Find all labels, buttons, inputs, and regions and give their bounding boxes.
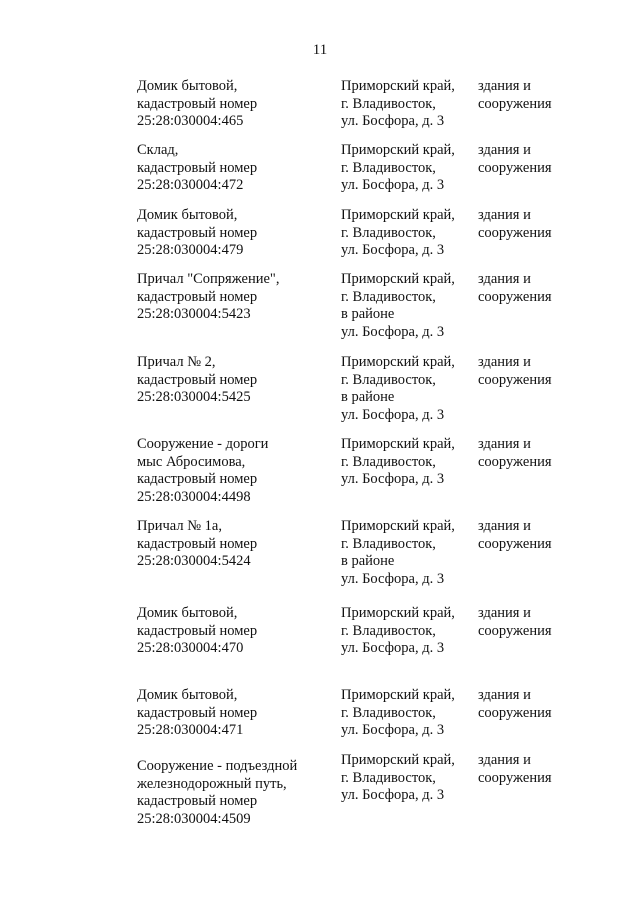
text-line: ул. Босфора, д. 3	[341, 406, 445, 423]
property-name	[137, 142, 257, 195]
property-name	[137, 207, 257, 260]
text-line: сооружения	[478, 622, 552, 639]
text-line: здания и	[478, 78, 531, 94]
text-line: Склад,	[137, 142, 179, 158]
text-line: г. Владивосток,	[341, 288, 436, 305]
text-line: 25:28:030004:470	[137, 640, 244, 656]
text-line: 25:28:030004:472	[137, 177, 244, 193]
text-line: в районе	[341, 553, 395, 569]
text-line: г. Владивосток,	[341, 535, 436, 552]
property-address	[341, 142, 455, 195]
text-line: 25:28:030004:5423	[137, 306, 251, 322]
text-line: мыс Абросимова,	[137, 453, 246, 470]
property-address	[341, 687, 455, 740]
text-line: Причал № 2,	[137, 354, 216, 370]
property-name	[137, 271, 279, 324]
text-line: Приморский край,	[341, 687, 455, 703]
text-line: Домик бытовой,	[137, 78, 238, 94]
text-line: сооружения	[478, 453, 552, 470]
text-line: Приморский край,	[341, 142, 455, 158]
property-address	[341, 752, 455, 805]
property-category	[478, 207, 552, 242]
property-name	[137, 354, 257, 407]
text-line: ул. Босфора, д. 3	[341, 787, 445, 803]
text-line: кадастровый номер	[137, 471, 258, 487]
text-line: сооружения	[478, 224, 552, 241]
text-line: 25:28:030004:465	[137, 113, 244, 129]
text-line: здания и	[478, 207, 531, 223]
text-line: 25:28:030004:4509	[137, 810, 251, 827]
text-line: здания и	[478, 271, 531, 287]
property-category	[478, 271, 552, 306]
property-address	[341, 518, 455, 588]
text-line: Домик бытовой,	[137, 207, 238, 223]
property-name	[137, 687, 257, 740]
property-name	[137, 518, 257, 571]
property-address	[341, 78, 455, 131]
text-line: Причал № 1а,	[137, 518, 222, 534]
property-category	[478, 605, 552, 640]
property-entry	[0, 518, 640, 598]
text-line: Приморский край,	[341, 271, 455, 287]
property-address	[341, 354, 455, 424]
property-address	[341, 207, 455, 260]
text-line: Приморский край,	[341, 605, 455, 621]
text-line: сооружения	[478, 769, 552, 786]
text-line: сооружения	[478, 288, 552, 305]
property-name	[137, 605, 257, 658]
property-entry	[0, 752, 640, 832]
text-line: здания и	[478, 687, 531, 703]
text-line: кадастровый номер	[137, 159, 258, 176]
text-line: Приморский край,	[341, 354, 455, 370]
property-category	[478, 142, 552, 177]
text-line: кадастровый номер	[137, 95, 258, 112]
text-line: здания и	[478, 518, 531, 534]
property-address	[341, 605, 455, 658]
text-line: ул. Босфора, д. 3	[341, 471, 445, 487]
property-category	[478, 78, 552, 113]
property-name	[137, 758, 297, 828]
text-line: здания и	[478, 354, 531, 370]
text-line: сооружения	[478, 704, 552, 721]
property-address	[341, 271, 455, 341]
text-line: г. Владивосток,	[341, 371, 436, 388]
text-line: кадастровый номер	[137, 288, 258, 305]
text-line: г. Владивосток,	[341, 622, 436, 639]
text-line: здания и	[478, 752, 531, 768]
property-name	[137, 436, 268, 506]
text-line: ул. Босфора, д. 3	[341, 323, 445, 340]
text-line: Сооружение - подъездной	[137, 758, 298, 774]
text-line: г. Владивосток,	[341, 95, 436, 112]
text-line: здания и	[478, 436, 531, 452]
text-line: г. Владивосток,	[341, 704, 436, 721]
property-entry	[0, 605, 640, 685]
text-line: кадастровый номер	[137, 371, 258, 388]
text-line: железнодорожный путь,	[137, 775, 287, 792]
property-entry	[0, 436, 640, 516]
text-line: ул. Босфора, д. 3	[341, 242, 445, 258]
text-line: здания и	[478, 142, 531, 158]
text-line: в районе	[341, 306, 395, 322]
text-line: кадастровый номер	[137, 535, 258, 552]
text-line: ул. Босфора, д. 3	[341, 113, 445, 129]
property-entry	[0, 271, 640, 351]
property-address	[341, 436, 455, 489]
text-line: сооружения	[478, 95, 552, 112]
text-line: Домик бытовой,	[137, 605, 238, 621]
text-line: сооружения	[478, 159, 552, 176]
text-line: кадастровый номер	[137, 622, 258, 639]
text-line: Причал "Сопряжение",	[137, 271, 280, 287]
text-line: Сооружение - дороги	[137, 436, 269, 452]
text-line: ул. Босфора, д. 3	[341, 177, 445, 193]
text-line: 25:28:030004:5425	[137, 389, 251, 405]
property-entry	[0, 354, 640, 434]
text-line: Приморский край,	[341, 78, 455, 94]
text-line: Приморский край,	[341, 752, 455, 768]
text-line: 25:28:030004:4498	[137, 488, 251, 505]
text-line: ул. Босфора, д. 3	[341, 570, 445, 587]
text-line: сооружения	[478, 371, 552, 388]
text-line: Приморский край,	[341, 518, 455, 534]
text-line: кадастровый номер	[137, 704, 258, 721]
property-category	[478, 752, 552, 787]
text-line: Приморский край,	[341, 207, 455, 223]
property-name	[137, 78, 257, 131]
text-line: 25:28:030004:471	[137, 722, 244, 738]
property-category	[478, 687, 552, 722]
text-line: г. Владивосток,	[341, 224, 436, 241]
text-line: кадастровый номер	[137, 793, 258, 809]
text-line: Приморский край,	[341, 436, 455, 452]
text-line: в районе	[341, 389, 395, 405]
text-line: 25:28:030004:5424	[137, 553, 251, 569]
page-number: 11	[312, 42, 328, 58]
text-line: г. Владивосток,	[341, 159, 436, 176]
text-line: 25:28:030004:479	[137, 242, 244, 258]
text-line: кадастровый номер	[137, 224, 258, 241]
text-line: ул. Босфора, д. 3	[341, 640, 445, 656]
text-line: Домик бытовой,	[137, 687, 238, 703]
property-category	[478, 436, 552, 471]
property-category	[478, 518, 552, 553]
text-line: здания и	[478, 605, 531, 621]
text-line: ул. Босфора, д. 3	[341, 722, 445, 738]
text-line: г. Владивосток,	[341, 769, 436, 786]
property-category	[478, 354, 552, 389]
text-line: сооружения	[478, 535, 552, 552]
text-line: г. Владивосток,	[341, 453, 436, 470]
